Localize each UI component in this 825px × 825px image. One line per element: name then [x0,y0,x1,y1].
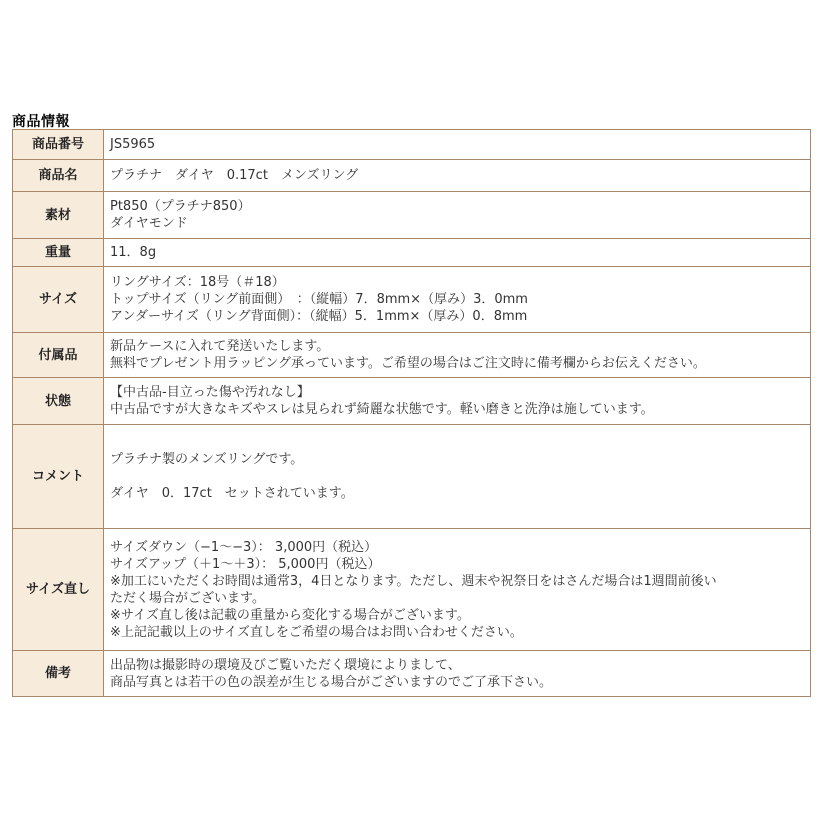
value-line: サイズダウン（−1〜−3）： 3,000円（税込） [110,539,378,555]
row-value [104,130,811,160]
value-line: ダイヤモンド [110,216,188,231]
section-title: 商品情報 [12,114,70,130]
row-label: 商品番号 [13,130,104,160]
value-line: Pt850（プラチナ850） [110,199,251,214]
row-value [104,239,811,267]
value-line: 中古品ですが大きなキズやスレは見られず綺麗な状態です。軽い磨きと洗浄は施しています。 [110,402,654,417]
value-line: ※上記記載以上のサイズ直しをご希望の場合はお問い合わせください。 [110,624,523,640]
row-size [13,267,811,333]
row-value [104,651,811,697]
row-product-name [13,160,811,192]
value-line: プラチナ ダイヤ 0.17ct メンズリング [110,168,359,183]
row-value [104,267,811,333]
row-label: 重量 [13,239,104,267]
row-value [104,160,811,192]
row-product-number [13,130,811,160]
row-value [104,378,811,425]
row-label: コメント [13,425,104,529]
row-label: サイズ直し [13,529,104,651]
row-resizing [13,529,811,651]
blank-line [110,468,810,485]
row-value [104,425,811,529]
row-accessories [13,333,811,378]
row-label: サイズ [13,267,104,333]
row-label: 素材 [13,192,104,239]
row-label: 状態 [13,378,104,425]
value-line: ※サイズ直し後は記載の重量から変化する場合がございます。 [110,607,470,623]
row-notes [13,651,811,697]
value-line: 出品物は撮影時の環境及びご覧いただく環境によりまして、 [110,657,461,673]
row-label: 備考 [13,651,104,697]
row-label: 付属品 [13,333,104,378]
value-line: サイズアップ（＋1〜＋3）： 5,000円（税込） [110,556,381,572]
value-line: プラチナ製のメンズリングです。 [110,452,304,467]
value-line: ダイヤ 0．17ct セットされています。 [110,486,354,501]
row-comment [13,425,811,529]
value-line: JS5965 [110,137,156,152]
value-line: ただく場合がございます。 [110,590,265,606]
row-condition [13,378,811,425]
value-line: 無料でプレゼント用ラッピング承っています。ご希望の場合はご注文時に備考欄からお伝えください。 [110,356,706,371]
value-line: アンダーサイズ（リング背面側）：（縦幅）5．1mm×（厚み）0．8mm [110,309,528,324]
value-line: 【中古品-目立った傷や汚れなし】 [110,385,310,400]
value-line: ※加工にいただくお時間は通常3，4日となります。ただし、週末や祝祭日をはさんだ場合は1週間前後い [110,573,717,589]
value-line: 新品ケースに入れて発送いたします。 [110,339,330,354]
product-info-table [12,129,811,697]
row-label: 商品名 [13,160,104,192]
row-weight [13,239,811,267]
row-material [13,192,811,239]
value-line: 商品写真とは若干の色の誤差が生じる場合がございますのでご了承下さい。 [110,674,553,690]
value-line: リングサイズ：18号（＃18） [110,275,285,290]
row-value [104,529,811,651]
row-value [104,192,811,239]
value-line: トップサイズ（リング前面側） ：（縦幅）7．8mm×（厚み）3．0mm [110,292,528,307]
row-value [104,333,811,378]
value-line: 11．8g [110,245,157,260]
